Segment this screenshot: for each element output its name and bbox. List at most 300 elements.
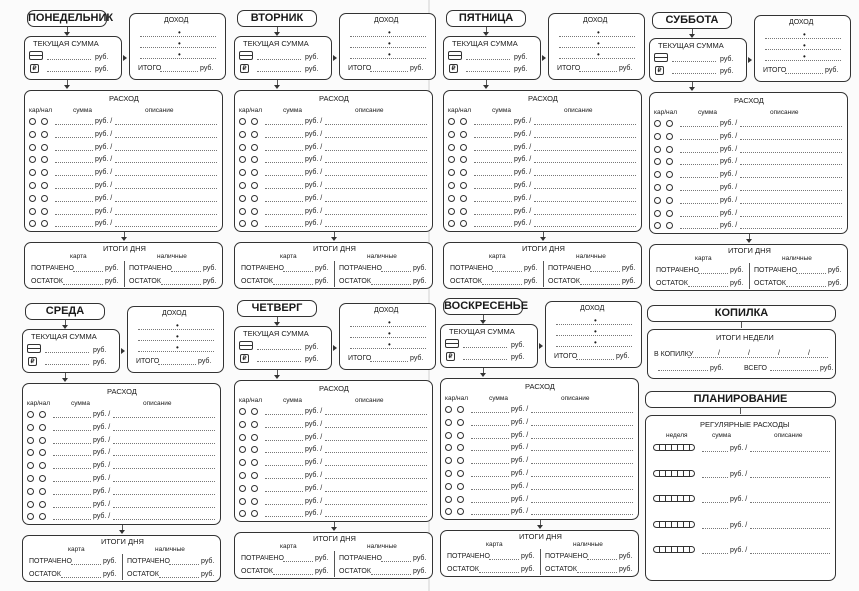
cash-option[interactable] [666,210,673,217]
fill-line[interactable] [265,427,303,428]
card-option[interactable] [654,197,661,204]
fill-line[interactable] [283,271,313,272]
cash-option[interactable] [460,182,467,189]
fill-line[interactable] [680,126,718,127]
card-option[interactable] [239,195,246,202]
fill-line[interactable] [265,491,303,492]
fill-line[interactable] [169,564,199,565]
cash-option[interactable] [251,156,258,163]
fill-line[interactable] [531,412,633,413]
fill-line[interactable] [740,139,842,140]
fill-line[interactable] [325,226,427,227]
fill-line[interactable] [71,564,101,565]
card-option[interactable] [239,131,246,138]
fill-line[interactable] [492,271,522,272]
card-option[interactable] [29,208,36,215]
fill-line[interactable] [534,137,636,138]
fill-line[interactable] [325,465,427,466]
fill-line[interactable] [740,203,842,204]
card-option[interactable] [445,457,452,464]
fill-line[interactable] [370,71,408,72]
cash-option[interactable] [460,220,467,227]
fill-line[interactable] [680,164,718,165]
fill-line[interactable] [161,284,201,285]
cash-option[interactable] [251,144,258,151]
card-option[interactable] [29,118,36,125]
card-option[interactable] [239,118,246,125]
week-tracker[interactable] [653,444,695,451]
cash-option[interactable] [251,131,258,138]
cash-option[interactable] [39,501,46,508]
card-option[interactable] [445,470,452,477]
cash-option[interactable] [251,421,258,428]
fill-line[interactable] [55,226,93,227]
fill-line[interactable] [265,478,303,479]
fill-line[interactable] [474,175,512,176]
fill-line[interactable] [740,190,842,191]
cash-option[interactable] [460,144,467,151]
fill-line[interactable] [750,502,830,503]
fill-line[interactable] [47,59,91,60]
fill-line[interactable] [115,137,217,138]
cash-option[interactable] [457,470,464,477]
fill-line[interactable] [113,519,215,520]
card-option[interactable] [239,421,246,428]
cash-option[interactable] [666,197,673,204]
fill-line[interactable] [53,417,91,418]
fill-line[interactable] [115,201,217,202]
cash-option[interactable] [39,475,46,482]
fill-line[interactable] [47,71,91,72]
card-option[interactable] [239,459,246,466]
card-option[interactable] [239,408,246,415]
fill-line[interactable] [479,572,519,573]
fill-line[interactable] [785,73,823,74]
card-option[interactable] [445,432,452,439]
fill-line[interactable] [265,516,303,517]
fill-line[interactable] [474,214,512,215]
fill-line[interactable] [55,188,93,189]
fill-line[interactable] [55,201,93,202]
fill-line[interactable] [257,361,301,362]
card-option[interactable] [239,144,246,151]
fill-line[interactable] [113,455,215,456]
fill-line[interactable] [283,561,313,562]
card-option[interactable] [27,475,34,482]
cash-option[interactable] [251,220,258,227]
fill-line[interactable] [471,450,509,451]
fill-line[interactable] [325,201,427,202]
fill-line[interactable] [53,430,91,431]
fill-line[interactable] [482,284,522,285]
cash-option[interactable] [666,171,673,178]
fill-line[interactable] [113,443,215,444]
week-tracker[interactable] [653,470,695,477]
cash-option[interactable] [460,208,467,215]
fill-line[interactable] [702,477,728,478]
fill-line[interactable] [534,162,636,163]
fill-line[interactable] [325,414,427,415]
fill-line[interactable] [115,188,217,189]
fill-line[interactable] [325,124,427,125]
card-option[interactable] [239,220,246,227]
fill-line[interactable] [489,559,519,560]
fill-line[interactable] [531,425,633,426]
fill-line[interactable] [474,124,512,125]
fill-line[interactable] [325,491,427,492]
fill-line[interactable] [680,139,718,140]
card-option[interactable] [239,485,246,492]
fill-line[interactable] [257,59,301,60]
fill-line[interactable] [381,271,411,272]
fill-line[interactable] [698,273,728,274]
fill-line[interactable] [265,214,303,215]
cash-option[interactable] [39,437,46,444]
fill-line[interactable] [55,214,93,215]
cash-option[interactable] [251,195,258,202]
cash-option[interactable] [39,513,46,520]
card-option[interactable] [239,498,246,505]
cash-option[interactable] [39,411,46,418]
fill-line[interactable] [257,71,301,72]
cash-option[interactable] [39,424,46,431]
card-option[interactable] [27,424,34,431]
cash-option[interactable] [41,131,48,138]
cash-option[interactable] [457,457,464,464]
card-option[interactable] [654,158,661,165]
fill-line[interactable] [474,162,512,163]
cash-option[interactable] [251,446,258,453]
fill-line[interactable] [680,228,718,229]
fill-line[interactable] [463,359,507,360]
card-option[interactable] [654,146,661,153]
fill-line[interactable] [325,440,427,441]
card-option[interactable] [445,444,452,451]
cash-option[interactable] [457,483,464,490]
cash-option[interactable] [460,169,467,176]
cash-option[interactable] [251,182,258,189]
fill-line[interactable] [325,188,427,189]
fill-line[interactable] [113,494,215,495]
fill-line[interactable] [702,502,728,503]
fill-line[interactable] [273,574,313,575]
fill-line[interactable] [531,476,633,477]
card-option[interactable] [29,195,36,202]
fill-line[interactable] [672,73,716,74]
cash-option[interactable] [251,169,258,176]
cash-option[interactable] [41,220,48,227]
cash-option[interactable] [41,182,48,189]
fill-line[interactable] [796,273,826,274]
fill-line[interactable] [463,347,507,348]
fill-line[interactable] [115,226,217,227]
fill-line[interactable] [471,425,509,426]
fill-line[interactable] [531,450,633,451]
fill-line[interactable] [680,203,718,204]
card-option[interactable] [239,169,246,176]
fill-line[interactable] [265,465,303,466]
fill-line[interactable] [73,271,103,272]
fill-line[interactable] [325,478,427,479]
fill-line[interactable] [750,477,830,478]
fill-line[interactable] [171,271,201,272]
fill-line[interactable] [740,177,842,178]
fill-line[interactable] [688,357,828,358]
fill-line[interactable] [325,427,427,428]
fill-line[interactable] [381,561,411,562]
fill-line[interactable] [471,438,509,439]
card-option[interactable] [239,434,246,441]
card-option[interactable] [448,220,455,227]
cash-option[interactable] [41,118,48,125]
fill-line[interactable] [471,476,509,477]
fill-line[interactable] [53,507,91,508]
fill-line[interactable] [531,489,633,490]
fill-line[interactable] [265,175,303,176]
fill-line[interactable] [534,150,636,151]
fill-line[interactable] [770,370,818,371]
fill-line[interactable] [45,352,89,353]
cash-option[interactable] [457,406,464,413]
fill-line[interactable] [115,214,217,215]
fill-line[interactable] [579,71,617,72]
fill-line[interactable] [750,451,830,452]
week-tracker[interactable] [653,495,695,502]
cash-option[interactable] [251,485,258,492]
cash-option[interactable] [457,432,464,439]
card-option[interactable] [445,496,452,503]
card-option[interactable] [27,513,34,520]
fill-line[interactable] [158,364,196,365]
card-option[interactable] [29,144,36,151]
fill-line[interactable] [115,124,217,125]
cash-option[interactable] [460,195,467,202]
fill-line[interactable] [534,214,636,215]
week-tracker[interactable] [653,521,695,528]
fill-line[interactable] [534,201,636,202]
fill-line[interactable] [531,502,633,503]
fill-line[interactable] [53,455,91,456]
fill-line[interactable] [740,228,842,229]
fill-line[interactable] [576,359,614,360]
fill-line[interactable] [740,216,842,217]
fill-line[interactable] [577,572,617,573]
fill-line[interactable] [265,414,303,415]
fill-line[interactable] [534,124,636,125]
fill-line[interactable] [265,137,303,138]
card-option[interactable] [29,131,36,138]
cash-option[interactable] [251,408,258,415]
fill-line[interactable] [53,468,91,469]
fill-line[interactable] [534,226,636,227]
fill-line[interactable] [325,175,427,176]
cash-option[interactable] [460,118,467,125]
card-option[interactable] [27,411,34,418]
card-option[interactable] [27,462,34,469]
fill-line[interactable] [265,150,303,151]
cash-option[interactable] [251,498,258,505]
fill-line[interactable] [53,443,91,444]
fill-line[interactable] [61,577,101,578]
fill-line[interactable] [55,162,93,163]
fill-line[interactable] [113,417,215,418]
fill-line[interactable] [115,175,217,176]
cash-option[interactable] [457,496,464,503]
fill-line[interactable] [55,137,93,138]
fill-line[interactable] [53,481,91,482]
card-option[interactable] [448,182,455,189]
fill-line[interactable] [534,175,636,176]
fill-line[interactable] [115,162,217,163]
fill-line[interactable] [159,577,199,578]
card-option[interactable] [239,208,246,215]
card-option[interactable] [445,419,452,426]
fill-line[interactable] [466,71,510,72]
cash-option[interactable] [251,208,258,215]
card-option[interactable] [654,184,661,191]
card-option[interactable] [654,133,661,140]
fill-line[interactable] [680,216,718,217]
fill-line[interactable] [531,463,633,464]
fill-line[interactable] [702,528,728,529]
card-option[interactable] [445,406,452,413]
card-option[interactable] [29,182,36,189]
fill-line[interactable] [325,504,427,505]
fill-line[interactable] [474,201,512,202]
card-option[interactable] [445,483,452,490]
fill-line[interactable] [658,370,708,371]
cash-option[interactable] [39,449,46,456]
fill-line[interactable] [466,59,510,60]
card-option[interactable] [448,156,455,163]
fill-line[interactable] [371,284,411,285]
fill-line[interactable] [474,137,512,138]
card-option[interactable] [448,169,455,176]
fill-line[interactable] [265,440,303,441]
fill-line[interactable] [257,349,301,350]
fill-line[interactable] [55,150,93,151]
cash-option[interactable] [39,488,46,495]
card-option[interactable] [239,156,246,163]
cash-option[interactable] [41,144,48,151]
card-option[interactable] [239,510,246,517]
card-option[interactable] [448,131,455,138]
cash-option[interactable] [666,222,673,229]
cash-option[interactable] [251,434,258,441]
fill-line[interactable] [265,226,303,227]
fill-line[interactable] [786,286,826,287]
fill-line[interactable] [680,152,718,153]
fill-line[interactable] [265,452,303,453]
cash-option[interactable] [39,462,46,469]
fill-line[interactable] [45,364,89,365]
fill-line[interactable] [750,553,830,554]
card-option[interactable] [239,182,246,189]
card-option[interactable] [27,488,34,495]
card-option[interactable] [29,156,36,163]
fill-line[interactable] [474,188,512,189]
fill-line[interactable] [740,126,842,127]
fill-line[interactable] [740,152,842,153]
card-option[interactable] [654,210,661,217]
fill-line[interactable] [53,519,91,520]
fill-line[interactable] [325,162,427,163]
fill-line[interactable] [531,438,633,439]
fill-line[interactable] [471,502,509,503]
fill-line[interactable] [474,226,512,227]
fill-line[interactable] [325,137,427,138]
card-option[interactable] [448,144,455,151]
fill-line[interactable] [370,361,408,362]
fill-line[interactable] [471,514,509,515]
fill-line[interactable] [265,162,303,163]
fill-line[interactable] [265,504,303,505]
fill-line[interactable] [113,430,215,431]
cash-option[interactable] [251,118,258,125]
fill-line[interactable] [273,284,313,285]
card-option[interactable] [29,220,36,227]
fill-line[interactable] [265,201,303,202]
cash-option[interactable] [460,131,467,138]
fill-line[interactable] [55,124,93,125]
fill-line[interactable] [371,574,411,575]
fill-line[interactable] [740,164,842,165]
fill-line[interactable] [474,150,512,151]
cash-option[interactable] [457,419,464,426]
fill-line[interactable] [471,412,509,413]
cash-option[interactable] [666,146,673,153]
card-option[interactable] [27,449,34,456]
cash-option[interactable] [41,195,48,202]
cash-option[interactable] [251,459,258,466]
fill-line[interactable] [680,190,718,191]
card-option[interactable] [27,501,34,508]
fill-line[interactable] [113,468,215,469]
fill-line[interactable] [63,284,103,285]
fill-line[interactable] [680,177,718,178]
fill-line[interactable] [587,559,617,560]
cash-option[interactable] [41,208,48,215]
fill-line[interactable] [688,286,728,287]
cash-option[interactable] [457,508,464,515]
card-option[interactable] [29,169,36,176]
cash-option[interactable] [666,158,673,165]
card-option[interactable] [445,508,452,515]
fill-line[interactable] [702,451,728,452]
card-option[interactable] [239,446,246,453]
fill-line[interactable] [702,553,728,554]
fill-line[interactable] [325,452,427,453]
cash-option[interactable] [666,184,673,191]
fill-line[interactable] [672,61,716,62]
card-option[interactable] [448,208,455,215]
card-option[interactable] [448,195,455,202]
fill-line[interactable] [471,463,509,464]
fill-line[interactable] [580,284,620,285]
card-option[interactable] [654,171,661,178]
fill-line[interactable] [265,188,303,189]
cash-option[interactable] [251,510,258,517]
card-option[interactable] [448,118,455,125]
fill-line[interactable] [55,175,93,176]
cash-option[interactable] [666,120,673,127]
fill-line[interactable] [325,516,427,517]
card-option[interactable] [27,437,34,444]
fill-line[interactable] [325,150,427,151]
card-option[interactable] [654,120,661,127]
cash-option[interactable] [251,472,258,479]
fill-line[interactable] [534,188,636,189]
